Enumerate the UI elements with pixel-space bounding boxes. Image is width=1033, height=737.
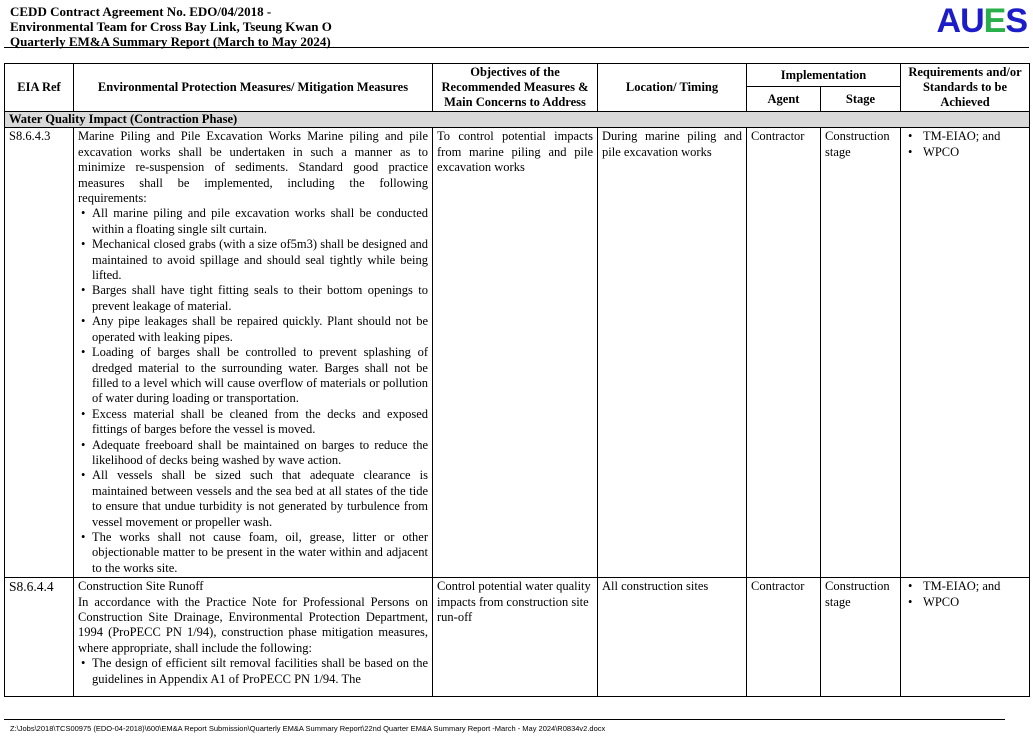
agent-cell: Contractor bbox=[747, 578, 821, 697]
eia-ref-cell: S8.6.4.4 bbox=[5, 578, 74, 697]
location-cell: During marine piling and pile excavation works bbox=[598, 128, 747, 578]
list-item: • Barges shall have tight fitting seals to their bottom openings to prevent leakage of material. bbox=[78, 283, 428, 314]
agent-cell: Contractor bbox=[747, 128, 821, 578]
col-location: Location/ Timing bbox=[598, 64, 747, 112]
measures-cell bbox=[74, 578, 433, 697]
requirements-cell bbox=[901, 578, 1030, 697]
stage-cell: Construction stage bbox=[821, 578, 901, 697]
col-stage: Stage bbox=[821, 87, 901, 112]
list-item: • TM-EIAO; and bbox=[905, 129, 1025, 144]
col-objectives: Objectives of the Recommended Measures & Main Concerns to Address bbox=[433, 64, 598, 112]
objective-cell: Control potential water quality impacts from construction site run-off bbox=[433, 578, 598, 697]
mitigation-measures-table bbox=[4, 63, 1030, 697]
col-requirements: Requirements and/or Standards to be Achieved bbox=[901, 64, 1030, 112]
list-item: • Loading of barges shall be controlled to prevent splashing of dredged material to the surrounding water. Barges shall not be filled to a level which will cause overflow of materials or pollution of water during loading or transportation. bbox=[78, 345, 428, 407]
list-item: • Mechanical closed grabs (with a size of5m3) shall be designed and maintained to avoid spillage and should seal tightly while being lifted. bbox=[78, 237, 428, 283]
header-line-report: Quarterly EM&A Summary Report (March to May 2024) bbox=[10, 34, 331, 49]
stage-cell: Construction stage bbox=[821, 128, 901, 578]
list-item: • Any pipe leakages shall be repaired quickly. Plant should not be operated with leaking pipes. bbox=[78, 314, 428, 345]
table-row bbox=[5, 128, 1030, 578]
measures-cell bbox=[74, 128, 433, 578]
col-eia-ref: EIA Ref bbox=[5, 64, 74, 112]
list-item: • All marine piling and pile excavation works shall be conducted within a floating single silt curtain. bbox=[78, 206, 428, 237]
objective-cell: To control potential impacts from marine piling and pile excavation works bbox=[433, 128, 598, 578]
report-header bbox=[10, 4, 332, 49]
aues-logo: AUES bbox=[936, 2, 1027, 40]
measure-title: Construction Site Runoff bbox=[78, 579, 204, 594]
col-measures: Environmental Protection Measures/ Mitigation Measures bbox=[74, 64, 433, 112]
col-implementation: Implementation bbox=[747, 64, 901, 87]
col-agent: Agent bbox=[747, 87, 821, 112]
measure-intro: Marine Piling and Pile Excavation Works Marine piling and pile excavation works shall be undertaken in such a manner as to minimize re-suspension of sediments. Standard good practice measures shall be implemented, including the following requirements: bbox=[78, 129, 428, 206]
list-item: • TM-EIAO; and bbox=[905, 579, 1025, 594]
list-item: • WPCO bbox=[905, 595, 1025, 610]
measure-intro: In accordance with the Practice Note for Professional Persons on Construction Site Drainage, Environmental Protection Department, 1994 (ProPECC PN 1/94), construction phase mitigation measures, where appropriate, shall include the following: bbox=[78, 594, 428, 655]
header-line-team: Environmental Team for Cross Bay Link, Tseung Kwan O bbox=[10, 19, 332, 34]
list-item: • WPCO bbox=[905, 145, 1025, 160]
footer-divider bbox=[4, 719, 1005, 720]
location-cell: All construction sites bbox=[598, 578, 747, 697]
section-title: Water Quality Impact (Contraction Phase) bbox=[5, 112, 1030, 128]
measure-bullets bbox=[78, 206, 428, 576]
header-divider bbox=[4, 47, 1029, 48]
eia-ref-cell: S8.6.4.3 bbox=[5, 128, 74, 578]
list-item: • All vessels shall be sized such that adequate clearance is maintained between vessels and the sea bed at all states of the tide to ensure that undue turbidity is not generated by turbulence from vessel movement or propeller wash. bbox=[78, 468, 428, 530]
header-line-contract: CEDD Contract Agreement No. EDO/04/2018 - bbox=[10, 4, 272, 19]
list-item: • Adequate freeboard shall be maintained on barges to reduce the likelihood of decks being washed by wave action. bbox=[78, 438, 428, 469]
list-item: • Excess material shall be cleaned from the decks and exposed fittings of barges before the vessel is moved. bbox=[78, 407, 428, 438]
list-item: • The works shall not cause foam, oil, grease, litter or other objectionable matter to be present in the water within and adjacent to the works site. bbox=[78, 530, 428, 576]
table-row bbox=[5, 578, 1030, 697]
requirements-cell bbox=[901, 128, 1030, 578]
list-item: • The design of efficient silt removal facilities shall be based on the guidelines in Appendix A1 of ProPECC PN 1/94. The bbox=[78, 656, 428, 687]
footer-file-path: Z:\Jobs\2018\TCS00975 (EDO-04-2018)\600\EM&A Report Submission\Quarterly EM&A Summary Report\22nd Quarter EM&A Summary Report -March - May 2024\R0834v2.docx bbox=[10, 724, 606, 733]
measure-bullets bbox=[78, 656, 428, 687]
